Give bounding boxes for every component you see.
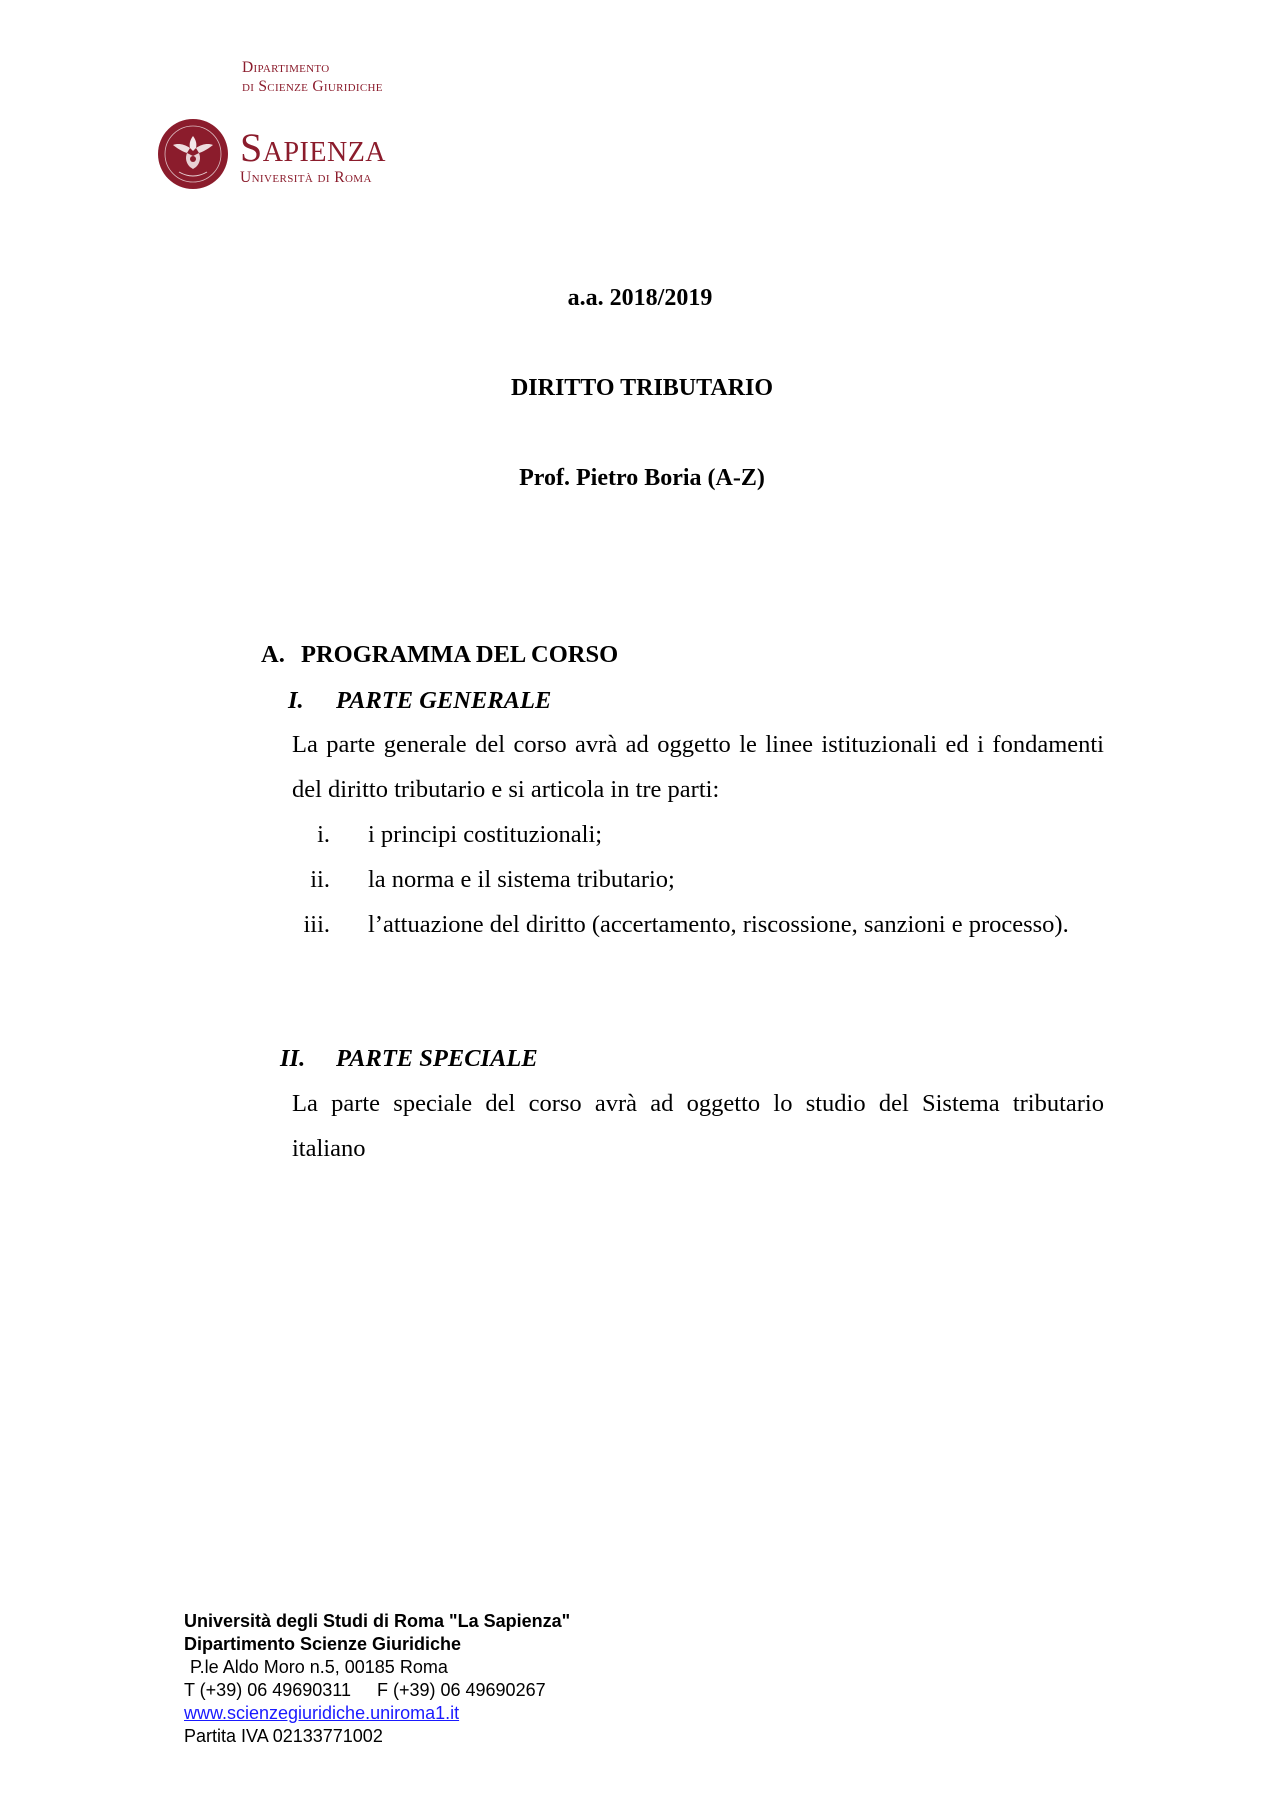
sapienza-seal-logo [157,118,229,190]
university-brand [240,125,387,187]
special-part-description [292,1081,1104,1171]
academic-year: a.a. 2018/2019 [567,285,713,311]
footer-address: P.le Aldo Moro n.5, 00185 Roma [190,1657,448,1677]
list-item-text: la norma e il sistema tributario; [368,866,675,893]
footer-phone-fax [184,1679,570,1702]
list-item-text: l’attuazione del diritto (accertamento, riscossione, sanzioni e processo). [368,911,1069,938]
section-title: PROGRAMMA DEL CORSO [301,641,619,668]
special-part-title: PARTE SPECIALE [336,1045,538,1072]
section-marker: A. [261,641,285,668]
footer-phone: T (+39) 06 49690311 [184,1680,351,1700]
footer-contact [184,1610,570,1748]
department-line-2: di Scienze Giuridiche [242,78,383,95]
footer-vat: Partita IVA 02133771002 [184,1726,383,1746]
general-part-description: La parte generale del corso avrà ad oggetto le linee istituzionali ed i fondamenti del diritto tributario e si articola in tre parti: [292,731,1104,803]
list-item-number: i. [317,821,330,848]
general-part-title: PARTE GENERALE [336,687,552,714]
list-item-number: iii. [303,911,330,938]
special-part-description-line-2: italiano [292,1135,366,1162]
university-subtitle: Università di Roma [240,169,372,186]
course-title: DIRITTO TRIBUTARIO [510,375,774,401]
list-item-number: ii. [310,866,330,893]
department-name [242,58,383,96]
footer-university: Università degli Studi di Roma "La Sapienza" [184,1611,571,1631]
list-item-text: i principi costituzionali; [368,821,603,848]
footer-fax: F (+39) 06 49690267 [376,1680,546,1700]
special-part-marker: II. [280,1045,306,1072]
footer-department: Dipartimento Scienze Giuridiche [184,1634,462,1654]
professor-name: Prof. Pietro Boria (A-Z) [519,465,765,491]
footer-website-link[interactable]: www.scienzegiuridiche.uniroma1.it [184,1703,460,1723]
university-name: Sapienza [240,125,387,170]
section-heading [261,640,618,670]
department-line-1: Dipartimento [242,59,330,76]
general-part-marker: I. [288,687,304,714]
special-part-description-line-1: La parte speciale del corso avrà ad oggetto lo studio del Sistema tributario [292,1090,1104,1117]
